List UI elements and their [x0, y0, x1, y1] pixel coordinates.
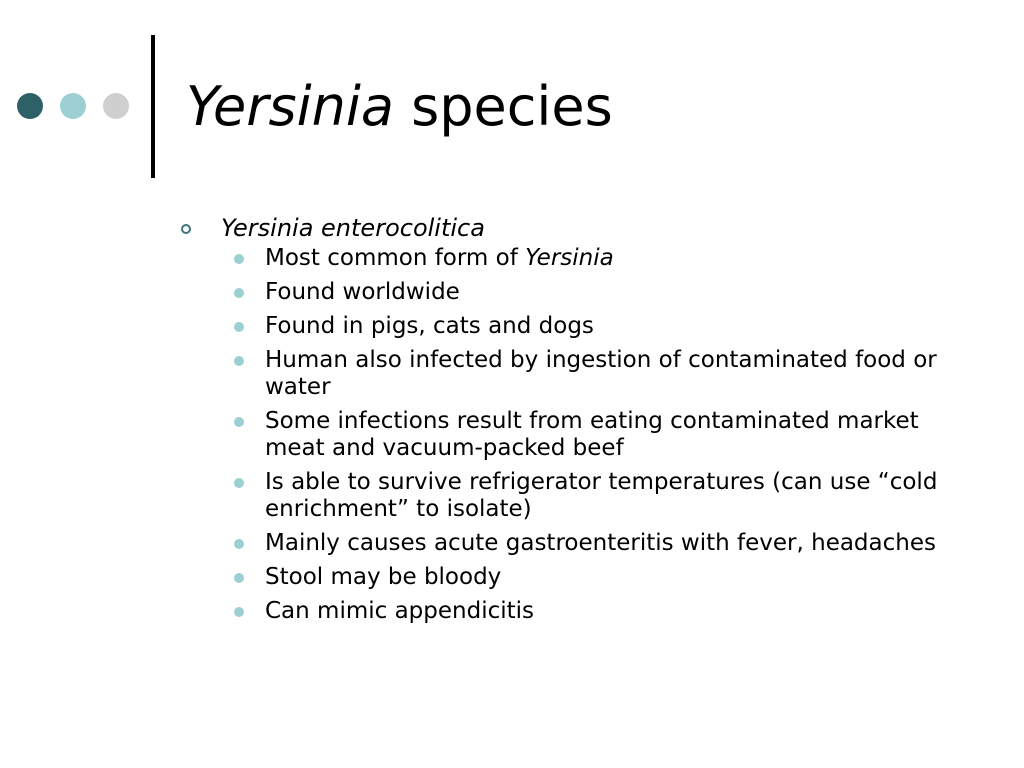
list-item: [180, 564, 965, 591]
ring-bullet-icon: [181, 224, 191, 234]
list-item-text: Found worldwide: [265, 279, 460, 305]
bullet-dot-icon: [234, 288, 244, 298]
title-divider-line: [151, 35, 155, 178]
slide-title: [186, 74, 613, 140]
title-italic-part: Yersinia: [186, 75, 394, 138]
bullet-dot-icon: [234, 417, 244, 427]
list-item: [180, 598, 965, 625]
slide-content: [180, 212, 980, 632]
list-item-text: Some infections result from eating contaminated market meat and vacuum-packed beef: [265, 408, 919, 461]
list-item: [180, 347, 965, 401]
title-rest: species: [393, 75, 613, 138]
decorative-dot-dark: [17, 93, 43, 119]
list-item-text: Most common form of: [265, 245, 526, 271]
list-item-text: Found in pigs, cats and dogs: [265, 313, 594, 339]
bullet-dot-icon: [234, 322, 244, 332]
list-item-text: Can mimic appendicitis: [265, 598, 535, 624]
level1-bullet: [180, 212, 980, 244]
level1-heading: Yersinia enterocolitica: [221, 214, 485, 242]
sub-bullet-list: [180, 245, 980, 625]
bullet-dot-icon: [234, 573, 244, 583]
decorative-dot-teal: [60, 93, 86, 119]
list-item-text: Is able to survive refrigerator temperatures (can use “cold enrichment” to isolate): [265, 469, 938, 522]
list-item: [180, 245, 965, 272]
list-item: [180, 530, 965, 557]
list-item: [180, 408, 965, 462]
bullet-dot-icon: [234, 478, 244, 488]
list-item-text: Stool may be bloody: [265, 564, 502, 590]
bullet-dot-icon: [234, 607, 244, 617]
list-item-text: Mainly causes acute gastroenteritis with fever, headaches: [265, 530, 936, 556]
bullet-dot-icon: [234, 254, 244, 264]
bullet-dot-icon: [234, 539, 244, 549]
list-item-italic: Yersinia: [525, 245, 614, 271]
decorative-dot-gray: [103, 93, 129, 119]
list-item-text: Human also infected by ingestion of contaminated food or water: [265, 347, 937, 400]
list-item: [180, 313, 965, 340]
list-item: [180, 469, 965, 523]
list-item: [180, 279, 965, 306]
bullet-dot-icon: [234, 356, 244, 366]
